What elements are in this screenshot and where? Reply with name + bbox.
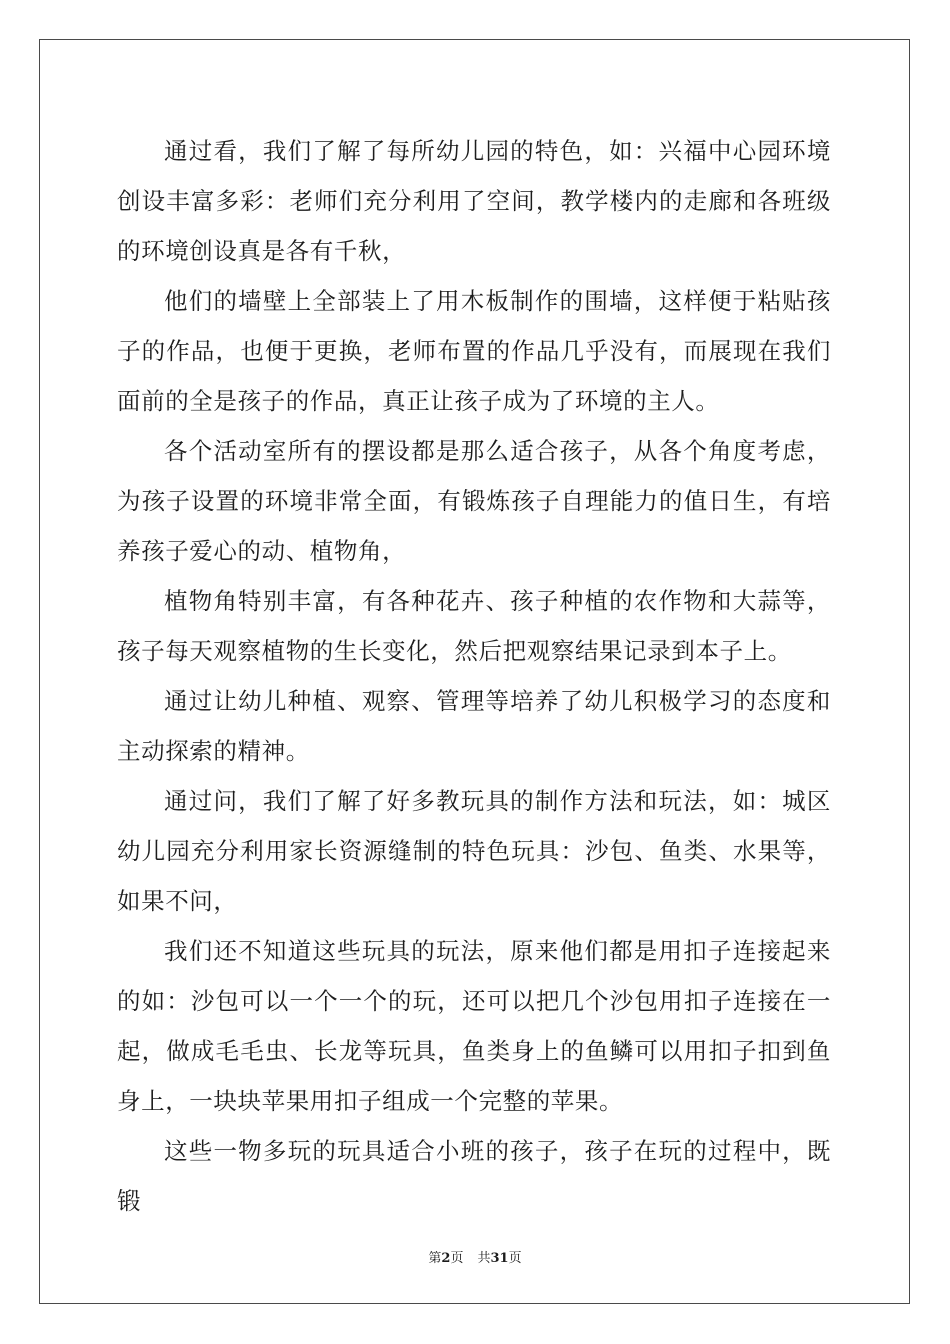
total-suffix: 页 <box>508 1251 522 1266</box>
page-number: 2 <box>441 1251 451 1266</box>
paragraph: 通过让幼儿种植、观察、管理等培养了幼儿积极学习的态度和主动探索的精神。 <box>117 687 831 765</box>
paragraph: 我们还不知道这些玩具的玩法，原来他们都是用扣子连接起来的如：沙包可以一个一个的玩，还可以把几个沙包用扣子连接在一起，做成毛毛虫、长龙等玩具，鱼类身上的鱼鳞可以用扣子扣到鱼身上，一块块苹果用扣子组成一个完整的苹果。 <box>117 937 831 1115</box>
page-suffix: 页 <box>450 1251 464 1266</box>
page-footer <box>0 1247 950 1266</box>
paragraph: 各个活动室所有的摆设都是那么适合孩子，从各个角度考虑，为孩子设置的环境非常全面，有锻炼孩子自理能力的值日生，有培养孩子爱心的动、植物角， <box>117 437 831 565</box>
paragraph: 这些一物多玩的玩具适合小班的孩子，孩子在玩的过程中，既锻 <box>117 1137 831 1215</box>
paragraph: 他们的墙壁上全部装上了用木板制作的围墙，这样便于粘贴孩子的作品，也便于更换，老师布置的作品几乎没有，而展现在我们面前的全是孩子的作品，真正让孩子成为了环境的主人。 <box>117 287 831 415</box>
page-prefix: 第 <box>428 1251 442 1266</box>
paragraph: 通过看，我们了解了每所幼儿园的特色，如：兴福中心园环境创设丰富多彩：老师们充分利用了空间，教学楼内的走廊和各班级的环境创设真是各有千秋， <box>117 137 831 265</box>
paragraph: 植物角特别丰富，有各种花卉、孩子种植的农作物和大蒜等，孩子每天观察植物的生长变化，然后把观察结果记录到本子上。 <box>117 587 831 665</box>
paragraph: 通过问，我们了解了好多教玩具的制作方法和玩法，如：城区幼儿园充分利用家长资源缝制的特色玩具：沙包、鱼类、水果等，如果不问， <box>117 787 831 915</box>
document-body <box>117 126 831 1226</box>
total-prefix: 共 <box>477 1251 491 1266</box>
total-pages: 31 <box>490 1251 509 1266</box>
